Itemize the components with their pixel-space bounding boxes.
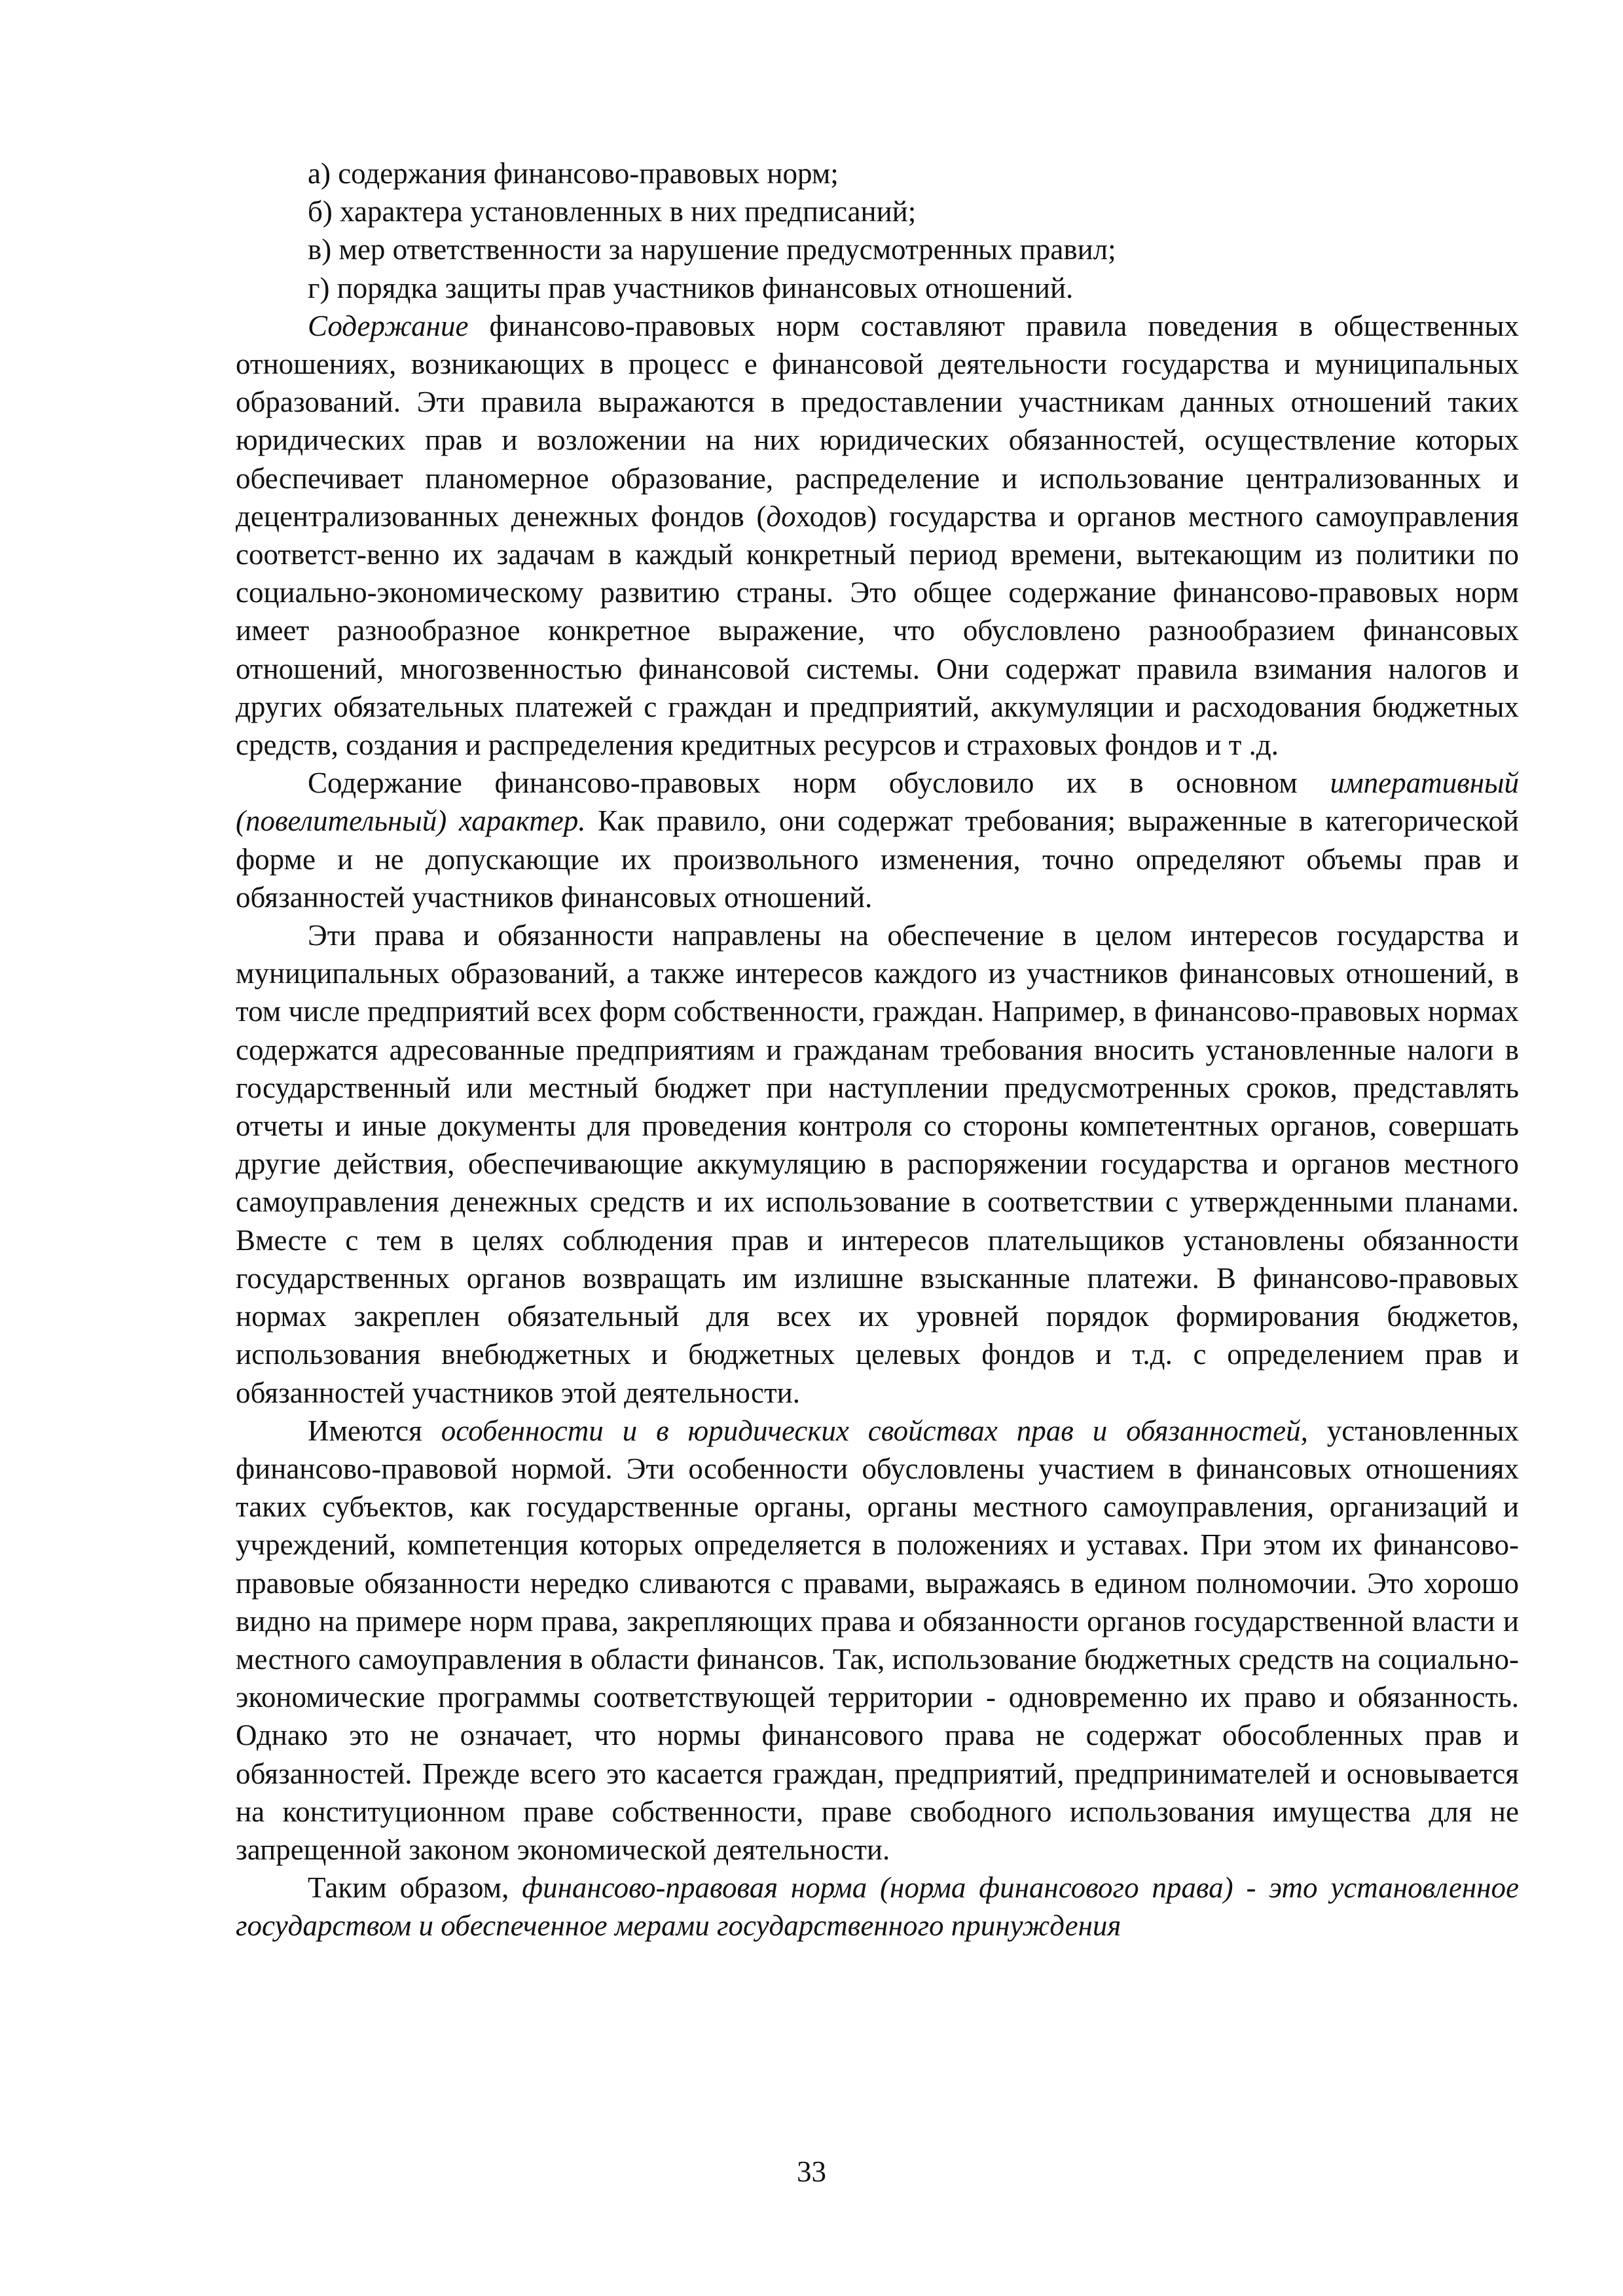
list-item: б) характера установленных в них предписаний;: [308, 195, 917, 228]
paragraph-content: [236, 307, 1519, 764]
segment: финансово-правовых норм составляют правила поведения в общественных отношениях, возникающих в процесс е финансовой деятельности государства и муниципальных образований. Эти правила выражаются в предоставлении участникам данных отношений таких юридических прав и возложении на них юридических обязанностей, осуществление которых обеспечивает планомерное образование, распределение и использование централизованных и децентрализованных денежных фондов (: [236, 309, 1519, 533]
paragraph-definition: [236, 1869, 1519, 1945]
segment: финансово-правовая норма (норма финансового права) - это установленное государством и обеспеченное мерами государственного принуждения: [236, 1871, 1520, 1943]
segment: Таким образом,: [308, 1871, 522, 1905]
segment: Как правило, они содержат требования; выраженные в категорической форме и не допускающие их произвольного изменения, точно определяют объемы прав и обязанностей участников финансовых отношений.: [236, 804, 1519, 914]
segment: Содержание: [308, 309, 469, 342]
segment: до: [766, 499, 796, 533]
paragraph-rights-duties: [236, 916, 1519, 1412]
page-number: 33: [797, 2155, 826, 2188]
segment: особенности и в юридических свойствах прав и обязанностей,: [441, 1414, 1308, 1447]
segment: установленных финансово-правовой нормой. Эти особенности обусловлены участием в финансовых отношениях таких субъектов, как государственные органы, органы местного самоуправления, организаций и учреждений, компетенция которых определяется в положениях и уставах. При этом их финансово-правовые обязанности нередко сливаются с правами, выражаясь в едином полномочии. Это хорошо видно на примере норм права, закрепляющих права и обязанности органов государственной власти и местного самоуправления в области финансов. Так, использование бюджетных средств на социально-экономические программы соответствующей территории - одновременно их право и обязанность. Однако это не означает, что нормы финансового права не содержат обособленных прав и обязанностей. Прежде всего это касается граждан, предприятий, предпринимателей и основывается на конституционном праве собственности, праве свободного использования имущества для не запрещенной законом экономической деятельности.: [236, 1414, 1519, 1866]
segment: Содержание финансово-правовых норм обусловило их в основном: [308, 766, 1330, 800]
segment: Эти права и обязанности направлены на обеспечение в целом интересов государства и муниципальных образований, а также интересов каждого из участников финансовых отношений, в том числе предприятий всех форм собственности, граждан. Например, в финансово-правовых нормах содержатся адресованные предприятиям и гражданам требования вносить установленные налоги в государственный или местный бюджет при наступлении предусмотренных сроков, представлять отчеты и иные документы для проведения контроля со стороны компетентных органов, совершать другие действия, обеспечивающие аккумуляцию в распоряжении государства и органов местного самоуправления денежных средств и их использование в соответствии с утвержденными планами. Вместе с тем в целях соблюдения прав и интересов плательщиков установлены обязанности государственных органов возвращать им излишне взысканные платежи. В финансово-правовых нормах закреплен обязательный для всех их уровней порядок формирования бюджетов, использования внебюджетных и бюджетных целевых фондов и т.д. с определением прав и обязанностей участников этой деятельности.: [236, 919, 1519, 1409]
segment: императивный (повелительный) характер.: [236, 766, 1519, 838]
document-body: [236, 154, 1519, 1945]
segment: ходов) государства и органов местного самоуправления соответст-венно их задачам в каждый конкретный период времени, вытекающим из политики по социально-экономическому развитию страны. Это общее содержание финансово-правовых норм имеет разнообразное конкретное выражение, что обусловлено разнообразием финансовых отношений, многозвенностью финансовой системы. Они содержат правила взимания налогов и других обязательных платежей с граждан и предприятий, аккумуляции и расходования бюджетных средств, создания и распределения кредитных ресурсов и страховых фондов и т .д.: [236, 499, 1519, 762]
paragraph-features: [236, 1412, 1519, 1869]
list-item: а) содержания финансово-правовых норм;: [308, 157, 839, 190]
paragraph-character: [236, 764, 1519, 916]
list-item: г) порядка защиты прав участников финансовых отношений.: [308, 271, 1074, 304]
list-item: в) мер ответственности за нарушение предусмотренных правил;: [308, 233, 1116, 266]
segment: Имеются: [308, 1414, 441, 1447]
